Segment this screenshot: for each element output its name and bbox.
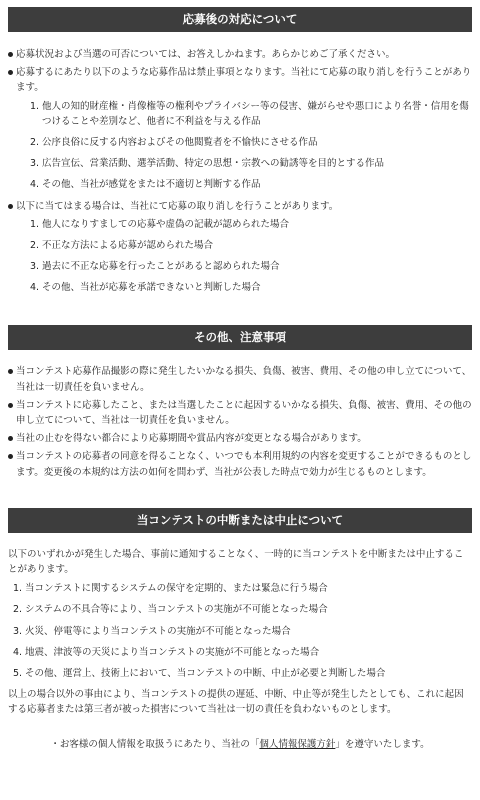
privacy-notice-suffix: 」を遵守いたします。 bbox=[335, 739, 430, 751]
list-number: 1. bbox=[30, 218, 40, 230]
list-number: 3. bbox=[30, 261, 40, 273]
privacy-notice-prefix: ・お客様の個人情報を取扱うにあたり、当社の「 bbox=[50, 739, 260, 751]
list-text: 公序良俗に反する内容およびその他閲覧者を不愉快にさせる作品 bbox=[42, 136, 318, 148]
section-after-entry bbox=[8, 7, 472, 295]
section-suspension bbox=[8, 508, 472, 718]
list-item bbox=[30, 156, 472, 171]
list-number: 2. bbox=[30, 239, 40, 251]
list-text: 広告宣伝、営業活動、選挙活動、特定の思想・宗教への勧誘等を目的とする作品 bbox=[42, 158, 385, 170]
list-text: 過去に不正な応募を行ったことがあると認められた場合 bbox=[42, 261, 280, 273]
list-text: 他人になりすましての応募や虚偽の記載が認められた場合 bbox=[42, 218, 290, 230]
list-number: 3. bbox=[13, 625, 23, 637]
after-entry-bullets bbox=[8, 47, 472, 295]
suspension-cases-list bbox=[8, 581, 472, 681]
list-item bbox=[13, 581, 472, 596]
suspension-outro: 以上の場合以外の事由により、当コンテストの提供の遅延、中断、中止等が発生したとしても、これに起因する応募者または第三者が被った損害について当社は一切の責任を負わないものとします。 bbox=[8, 689, 464, 716]
list-text: その他、当社が応募を承諾できないと判断した場合 bbox=[42, 282, 261, 294]
list-text: システムの不具合等により、当コンテストの実施が不可能となった場合 bbox=[25, 604, 328, 616]
bullet-item bbox=[8, 199, 472, 296]
list-number: 1. bbox=[13, 583, 23, 595]
list-text: 地震、津波等の天災により当コンテストの実施が不可能となった場合 bbox=[25, 646, 320, 658]
list-item bbox=[30, 280, 472, 295]
list-item bbox=[13, 624, 472, 639]
list-text: 不正な方法による応募が認められた場合 bbox=[42, 239, 214, 251]
list-number: 2. bbox=[13, 604, 23, 616]
section-other-notes bbox=[8, 325, 472, 479]
list-text: その他、当社が感覚をまたは不適切と判断する作品 bbox=[42, 179, 261, 191]
list-number: 5. bbox=[13, 667, 23, 679]
list-item bbox=[30, 217, 472, 232]
privacy-notice bbox=[8, 737, 472, 752]
cancellation-cases-list bbox=[16, 217, 472, 296]
list-number: 1. bbox=[30, 100, 40, 112]
section-title-suspension: 当コンテストの中断または中止について bbox=[8, 508, 472, 533]
list-text: 他人の知的財産権・肖像権等の権利やプライバシー等の侵害、嫌がらせや悪口により名誉・信用を傷つけることや差別など、他者に不利益を与える作品 bbox=[42, 100, 469, 127]
list-item bbox=[30, 259, 472, 274]
bullet-item: 当コンテストの応募者の同意を得ることなく、いつでも本利用規約の内容を変更することができるものとします。変更後の本規約は方法の如何を問わず、当社が公表した時点で効力が生じるものとします。 bbox=[8, 449, 472, 479]
bullet-item bbox=[8, 65, 472, 192]
prohibited-works-list bbox=[16, 99, 472, 193]
bullet-item: 当コンテストに応募したこと、または当選したことに起因するいかなる損失、負傷、被害、費用、その他の申し立てについて、当社は一切責任を負いません。 bbox=[8, 398, 472, 428]
bullet-text: 応募するにあたり以下のような応募作品は禁止事項となります。当社にて応募の取り消しを行うことがあります。 bbox=[16, 67, 472, 94]
list-item bbox=[30, 135, 472, 150]
bullet-item: 応募状況および当選の可否については、お答えしかねます。あらかじめご了承ください。 bbox=[8, 47, 472, 62]
list-item bbox=[30, 99, 472, 129]
privacy-policy-link[interactable]: 個人情報保護方針 bbox=[259, 739, 336, 751]
list-item bbox=[30, 177, 472, 192]
bullet-text: 以下に当てはまる場合は、当社にて応募の取り消しを行うことがあります。 bbox=[16, 200, 339, 212]
list-number: 2. bbox=[30, 136, 40, 148]
list-number: 4. bbox=[13, 646, 23, 658]
section-title-after-entry: 応募後の対応について bbox=[8, 7, 472, 32]
list-text: その他、運営上、技術上において、当コンテストの中断、中止が必要と判断した場合 bbox=[25, 667, 386, 679]
section-title-other-notes: その他、注意事項 bbox=[8, 325, 472, 350]
other-notes-bullets bbox=[8, 364, 472, 479]
bullet-item: 当コンテスト応募作品撮影の際に発生したいかなる損失、負傷、被害、費用、その他の申し立てについて、当社は一切責任を負いません。 bbox=[8, 364, 472, 394]
list-text: 火災、停電等により当コンテストの実施が不可能となった場合 bbox=[25, 625, 291, 637]
list-item bbox=[13, 645, 472, 660]
list-number: 3. bbox=[30, 158, 40, 170]
list-item bbox=[13, 602, 472, 617]
list-text: 当コンテストに関するシステムの保守を定期的、または緊急に行う場合 bbox=[25, 583, 328, 595]
list-item bbox=[30, 238, 472, 253]
suspension-intro: 以下のいずれかが発生した場合、事前に通知することなく、一時的に当コンテストを中断または中止することがあります。 bbox=[8, 548, 464, 575]
list-number: 4. bbox=[30, 282, 40, 294]
bullet-item: 当社の止むを得ない都合により応募期間や賞品内容が変更となる場合があります。 bbox=[8, 431, 472, 446]
list-item bbox=[13, 666, 472, 681]
list-number: 4. bbox=[30, 179, 40, 191]
